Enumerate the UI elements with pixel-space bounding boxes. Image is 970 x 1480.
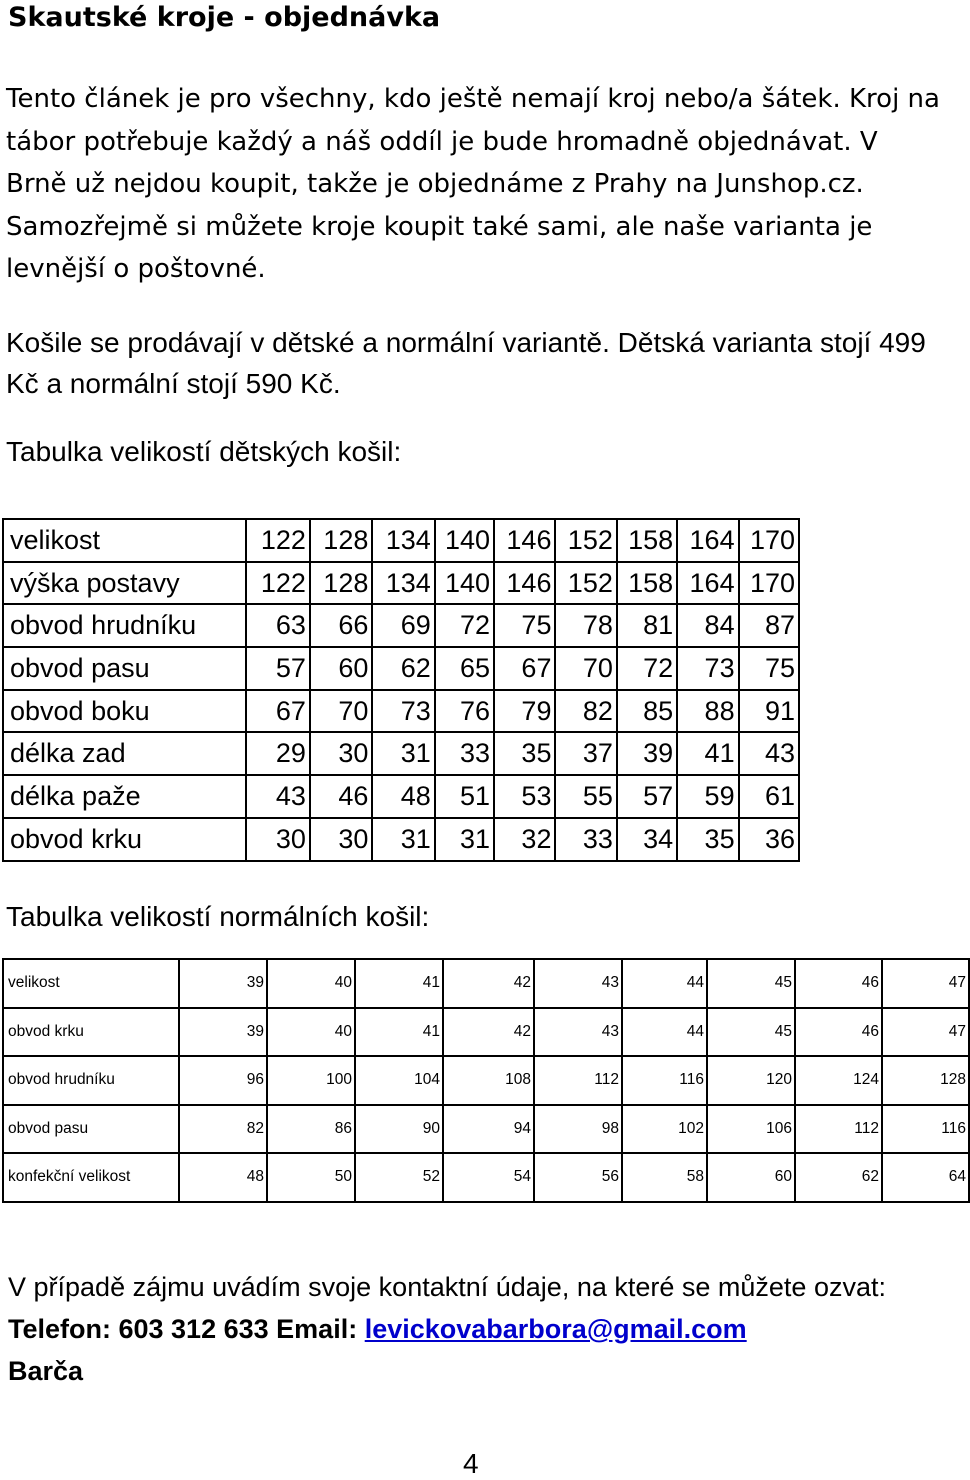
table-cell: 106 [707,1105,795,1154]
table-cell: 53 [494,775,555,818]
table-cell: 128 [310,562,372,605]
kids-table-row [3,732,799,775]
table-cell: 134 [372,562,434,605]
table-cell: 96 [179,1056,267,1105]
table-cell: 100 [267,1056,355,1105]
row-label: obvod pasu [3,1105,179,1154]
table-cell: 104 [355,1056,443,1105]
table-cell: 57 [246,647,309,690]
table-cell: 128 [882,1056,969,1105]
table-cell: 44 [622,1008,707,1057]
table-cell: 29 [246,732,309,775]
contact-phone: Telefon: 603 312 633 [8,1314,269,1344]
page-title: Skautské kroje - objednávka [8,2,441,33]
table-cell: 65 [435,647,494,690]
table-cell: 116 [882,1105,969,1154]
table-cell: 170 [739,562,799,605]
kids-table-row [3,562,799,605]
table-cell: 70 [310,690,372,733]
table-cell: 66 [310,604,372,647]
table-cell: 146 [494,562,555,605]
table-cell: 94 [443,1105,534,1154]
table-cell: 164 [677,519,738,562]
table-cell: 36 [739,818,799,861]
row-label: velikost [3,959,179,1008]
table-cell: 30 [310,818,372,861]
table-cell: 48 [179,1153,267,1202]
table-cell: 39 [179,1008,267,1057]
table-cell: 62 [372,647,434,690]
table-cell: 60 [707,1153,795,1202]
table-cell: 45 [707,1008,795,1057]
kids-table-row [3,690,799,733]
table-cell: 75 [739,647,799,690]
table-cell: 56 [534,1153,622,1202]
contact-email-label: Email: [276,1314,358,1344]
row-label: délka paže [3,775,246,818]
table-cell: 43 [534,959,622,1008]
table-cell: 170 [739,519,799,562]
kids-size-table [2,518,800,862]
adult-table-row [3,1008,969,1057]
kids-table-row [3,519,799,562]
table-cell: 61 [739,775,799,818]
row-label: konfekční velikost [3,1153,179,1202]
table-cell: 42 [443,1008,534,1057]
table-cell: 30 [246,818,309,861]
table-cell: 55 [555,775,616,818]
table-cell: 81 [617,604,677,647]
table-cell: 52 [355,1153,443,1202]
table-cell: 63 [246,604,309,647]
table-cell: 50 [267,1153,355,1202]
table-cell: 122 [246,562,309,605]
table-cell: 128 [310,519,372,562]
table-cell: 31 [372,732,434,775]
adult-table-row [3,1153,969,1202]
table-cell: 164 [677,562,738,605]
row-label: velikost [3,519,246,562]
table-cell: 158 [617,562,677,605]
table-cell: 34 [617,818,677,861]
table-cell: 60 [310,647,372,690]
table-cell: 69 [372,604,434,647]
table-cell: 70 [555,647,616,690]
table-cell: 88 [677,690,738,733]
kids-table-row [3,647,799,690]
table-cell: 158 [617,519,677,562]
table-cell: 67 [246,690,309,733]
table-cell: 57 [617,775,677,818]
table-cell: 64 [882,1153,969,1202]
table-cell: 124 [795,1056,882,1105]
table-cell: 35 [677,818,738,861]
table-cell: 82 [555,690,616,733]
table-cell: 86 [267,1105,355,1154]
table-cell: 45 [707,959,795,1008]
table-cell: 87 [739,604,799,647]
adult-table-row [3,1105,969,1154]
table-cell: 146 [494,519,555,562]
table-cell: 31 [372,818,434,861]
kids-table-caption: Tabulka velikostí dětských košil: [6,436,402,467]
table-cell: 75 [494,604,555,647]
table-cell: 40 [267,959,355,1008]
table-cell: 108 [443,1056,534,1105]
table-cell: 44 [622,959,707,1008]
adult-size-table [2,958,970,1203]
table-cell: 78 [555,604,616,647]
table-cell: 31 [435,818,494,861]
table-cell: 122 [246,519,309,562]
contact-signature: Barča [8,1356,84,1386]
table-cell: 116 [622,1056,707,1105]
table-cell: 140 [435,519,494,562]
table-cell: 67 [494,647,555,690]
row-label: obvod krku [3,818,246,861]
table-cell: 79 [494,690,555,733]
table-cell: 40 [267,1008,355,1057]
row-label: obvod hrudníku [3,604,246,647]
table-cell: 62 [795,1153,882,1202]
table-cell: 30 [310,732,372,775]
table-cell: 82 [179,1105,267,1154]
table-cell: 32 [494,818,555,861]
table-cell: 37 [555,732,616,775]
table-cell: 51 [435,775,494,818]
row-label: obvod hrudníku [3,1056,179,1105]
row-label: délka zad [3,732,246,775]
table-cell: 42 [443,959,534,1008]
page-number: 4 [463,1448,479,1479]
table-cell: 46 [795,1008,882,1057]
table-cell: 85 [617,690,677,733]
kids-table-row [3,604,799,647]
table-cell: 33 [555,818,616,861]
adult-table-caption: Tabulka velikostí normálních košil: [6,901,430,932]
table-cell: 41 [677,732,738,775]
table-cell: 73 [677,647,738,690]
row-label: výška postavy [3,562,246,605]
table-cell: 76 [435,690,494,733]
kids-table-body [3,519,799,861]
table-cell: 152 [555,519,616,562]
table-cell: 47 [882,959,969,1008]
kids-table-row [3,775,799,818]
table-cell: 134 [372,519,434,562]
contact-email-link[interactable]: levickovabarbora@gmail.com [364,1314,747,1344]
table-cell: 33 [435,732,494,775]
table-cell: 91 [739,690,799,733]
table-cell: 72 [435,604,494,647]
table-cell: 46 [310,775,372,818]
table-cell: 72 [617,647,677,690]
table-cell: 73 [372,690,434,733]
kids-table-row [3,818,799,861]
table-cell: 43 [534,1008,622,1057]
row-label: obvod pasu [3,647,246,690]
table-cell: 152 [555,562,616,605]
table-cell: 90 [355,1105,443,1154]
table-cell: 58 [622,1153,707,1202]
table-cell: 84 [677,604,738,647]
row-label: obvod boku [3,690,246,733]
table-cell: 43 [739,732,799,775]
adult-table-body [3,959,969,1202]
table-cell: 39 [179,959,267,1008]
table-cell: 39 [617,732,677,775]
table-cell: 140 [435,562,494,605]
adult-table-row [3,1056,969,1105]
contact-block [8,1266,953,1392]
table-cell: 102 [622,1105,707,1154]
table-cell: 48 [372,775,434,818]
contact-text: V případě zájmu uvádím svoje kontaktní údaje, na které se můžete ozvat: [8,1272,886,1302]
table-cell: 112 [795,1105,882,1154]
table-cell: 47 [882,1008,969,1057]
table-cell: 35 [494,732,555,775]
table-cell: 41 [355,1008,443,1057]
row-label: obvod krku [3,1008,179,1057]
table-cell: 41 [355,959,443,1008]
shirt-prices-paragraph: Košile se prodávají v dětské a normální variantě. Dětská varianta stojí 499 Kč a normální stojí 590 Kč. [6,327,926,399]
table-cell: 43 [246,775,309,818]
table-cell: 112 [534,1056,622,1105]
intro-paragraph: Tento článek je pro všechny, kdo ještě nemají kroj nebo/a šátek. Kroj na tábor potřebuje každý a náš oddíl je bude hromadně objednávat. V Brně už nejdou koupit, takže je objednáme z Prahy na Junshop.cz. Samozřejmě si můžete kroje koupit také sami, ale naše varianta je levnější o poštovné. [6,84,940,284]
table-cell: 120 [707,1056,795,1105]
adult-table-row [3,959,969,1008]
table-cell: 59 [677,775,738,818]
table-cell: 98 [534,1105,622,1154]
table-cell: 46 [795,959,882,1008]
table-cell: 54 [443,1153,534,1202]
